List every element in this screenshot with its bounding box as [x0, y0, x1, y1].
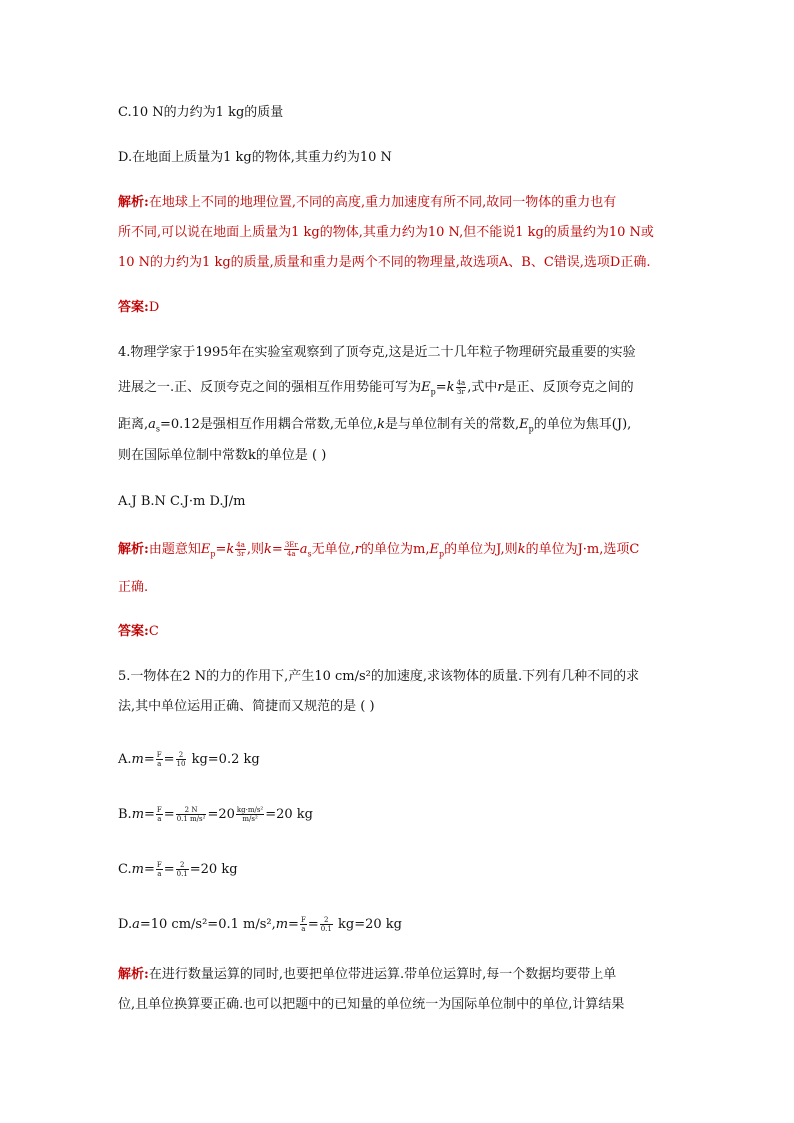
q5-option-a: A.m= $\frac{F}{a}$ = $\frac{2}{10}$ kg=0.2 kg [118, 751, 260, 768]
q3-analysis-line-3: 10 N的力约为1 kg的质量,质量和重力是两个不同的物理量,故选项A、B、C错误,选项D正确. [118, 255, 651, 270]
fraction: $\frac{3Er}{4a}$ [284, 541, 298, 558]
q3-analysis-line-1: 解析:在地球上不同的地理位置,不同的高度,重力加速度有所不同,故同一物体的重力也有 [118, 195, 617, 210]
q4-options: A.J B.N C.J·m D.J/m [118, 494, 246, 509]
q5-analysis-line-1: 解析:在进行数量运算的同时,也要把单位带进运算.带单位运算时,每一个数据均要带上单 [118, 967, 617, 982]
fraction: $\frac{2}{0.1}$ [176, 861, 188, 878]
q4-stem-line-3: 距离$,a_s=0.12$是强相互作用耦合常数,无单位,k是与单位制有关的常数$,E_p$的单位为焦耳(J), [118, 417, 632, 434]
q4-analysis-line-1: 解析:由题意知$E_p=k$ $\frac{4a}{3r}$ ,则k= $\frac{3Er}{4a}$ $a_s$无单位,r的单位为$m,E_p$的单位为J,则k的单位为J·m,选项C [118, 541, 640, 559]
fraction: $\frac{4a}{3r}$ [456, 379, 466, 396]
q5-option-d: D.a=10 cm/s²=0.1 m/s²,m= $\frac{F}{a}$ = $\frac{2}{0.1}$ kg=20 kg [118, 916, 402, 933]
q5-stem-line-2: 法,其中单位运用正确、简捷而又规范的是 ( ) [118, 699, 375, 714]
fraction: $\frac{2}{0.1}$ [320, 916, 332, 933]
q5-option-c: C.m= $\frac{F}{a}$ = $\frac{2}{0.1}$ =20 kg [118, 861, 238, 878]
q4-stem-line-1: 4.物理学家于1995年在实验室观察到了顶夸克,这是近二十几年粒子物理研究最重要的实验 [118, 345, 636, 360]
fraction: $\frac{2}{10}$ [176, 751, 186, 768]
q4-stem-line-2: 进展之一.正、反顶夸克之间的强相互作用势能可写为$E_p=k$ $\frac{4a}{3r}$ ,式中r是正、反顶夸克之间的 [118, 379, 634, 397]
q5-analysis-line-2: 位,且单位换算要正确.也可以把题中的已知量的单位统一为国际单位制中的单位,计算结果 [118, 997, 625, 1012]
fraction: $\frac{4a}{3r}$ [236, 541, 245, 558]
fraction: $\frac{2 N}{\text{0.1 m/s²}}$ [176, 806, 206, 823]
analysis-label: 解析: [118, 195, 149, 210]
fraction: $\frac{F}{a}$ [300, 916, 306, 933]
q3-option-c: C.10 N的力约为1 kg的质量 [118, 105, 284, 120]
fraction: $\frac{F}{a}$ [156, 751, 162, 768]
q4-stem-line-4: 则在国际单位制中常数k的单位是 ( ) [118, 448, 327, 463]
fraction: $\frac{F}{a}$ [156, 861, 162, 878]
q3-analysis-line-2: 所不同,可以说在地面上质量为1 kg的物体,其重力约为10 N,但不能说1 kg的质量约为10 N或 [118, 225, 654, 240]
fraction: $\frac{F}{a}$ [156, 806, 162, 823]
q4-answer: 答案:C [118, 624, 159, 639]
q3-option-d: D.在地面上质量为1 kg的物体,其重力约为10 N [118, 150, 392, 165]
q5-option-b: B.m= $\frac{F}{a}$ = $\frac{2 N}{\text{0.1 m/s²}}$ =20 $\frac{\text{kg·m/s²}}{\text{m/s²}}$ =20 kg [118, 806, 314, 823]
q3-answer: 答案:D [118, 300, 160, 315]
q5-stem-line-1: 5.一物体在2 N的力的作用下,产生10 cm/s²的加速度,求该物体的质量.下列有几种不同的求 [118, 669, 640, 684]
q4-analysis-line-2: 正确. [118, 580, 149, 595]
fraction: $\frac{\text{kg·m/s²}}{\text{m/s²}}$ [236, 806, 264, 823]
